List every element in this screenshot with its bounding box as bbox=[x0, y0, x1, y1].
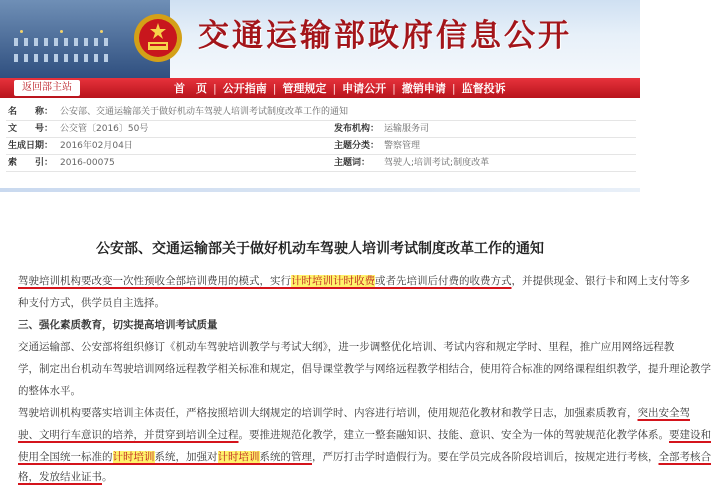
info-row-index bbox=[6, 155, 636, 172]
nav-separator: | bbox=[332, 82, 336, 95]
nav-separator: | bbox=[273, 82, 277, 95]
nav-apply[interactable]: 申请公开 bbox=[336, 80, 392, 96]
site-title: 交通运输部政府信息公开 bbox=[198, 14, 572, 58]
highlight-timed-training: 计时培训 bbox=[113, 451, 155, 463]
highlight-timed-training: 计时培训 bbox=[218, 451, 260, 463]
docno-label: 文 号： bbox=[8, 121, 53, 138]
text-run: 使用全国统一标准的 bbox=[18, 451, 113, 463]
info-row-date bbox=[6, 138, 636, 155]
text-run: ，严厉打击学时造假行为。要在学员完成各阶段培训后，按规定进行考核， bbox=[312, 451, 659, 463]
back-home-button[interactable]: 返回部主站 bbox=[14, 80, 80, 96]
nav-guide[interactable]: 公开指南 bbox=[217, 80, 273, 96]
class-value: 警察管理 bbox=[384, 138, 420, 155]
section-heading-3: 三、强化素质教育，切实提高培训考试质量 bbox=[18, 314, 628, 336]
nav-complaint[interactable]: 监督投诉 bbox=[456, 80, 512, 96]
header-banner bbox=[0, 0, 640, 78]
article-title: 公安部、交通运输部关于做好机动车驾驶人培训考试制度改革工作的通知 bbox=[0, 238, 640, 258]
issuer-label: 发布机构： bbox=[334, 121, 379, 138]
text-run: 要建设和 bbox=[669, 429, 711, 441]
paragraph-3-line-1 bbox=[18, 402, 628, 424]
text-run: 驾驶培训机构要落实培训主体责任，严格按照培训大纲规定的培训学时、内容进行培训，使用规范化教材和教学日志，加强素质教育， bbox=[18, 407, 638, 419]
paragraph-2-line-1: 交通运输部、公安部将组织修订《机动车驾驶培训教学与考试大纲》，进一步调整优化培训、考试内容和规定学时、里程，推广应用网络远程教 bbox=[18, 336, 628, 358]
date-label: 生成日期： bbox=[8, 138, 53, 155]
info-row-title bbox=[6, 104, 636, 121]
paragraph-1-line-1 bbox=[18, 270, 628, 292]
text-run: 突出安全驾 bbox=[638, 407, 691, 419]
paragraph-1-line-2 bbox=[18, 292, 628, 314]
docno-value: 公交管〔2016〕50号 bbox=[60, 121, 148, 138]
nav-home[interactable]: 首 页 bbox=[168, 80, 213, 96]
text-run: 种支付方式，供学员自主选择。 bbox=[18, 297, 165, 309]
highlight-timed-billing: 计时培训计时收费 bbox=[291, 275, 375, 287]
title-value: 公安部、交通运输部关于做好机动车驾驶人培训考试制度改革工作的通知 bbox=[60, 104, 348, 121]
info-divider bbox=[0, 188, 640, 192]
text-run: 全部考核合 bbox=[659, 451, 711, 463]
nav-separator: | bbox=[213, 82, 217, 95]
text-run: ，并提供现金、银行卡和网上支付等多 bbox=[512, 275, 691, 287]
title-label: 名 称： bbox=[8, 104, 53, 121]
paragraph-3-line-4 bbox=[18, 466, 628, 488]
nav-rules[interactable]: 管理规定 bbox=[276, 80, 332, 96]
nav-separator: | bbox=[452, 82, 456, 95]
national-emblem-icon bbox=[132, 12, 184, 64]
text-run: 系统，加强对 bbox=[155, 451, 218, 463]
paragraph-3-line-2 bbox=[18, 424, 628, 446]
keywords-label: 主题词： bbox=[334, 155, 370, 172]
keywords-value: 驾驶人;培训考试;制度改革 bbox=[384, 155, 489, 172]
index-value: 2016-00075 bbox=[60, 155, 115, 172]
nav-items bbox=[168, 78, 512, 98]
issuer-value: 运输服务司 bbox=[384, 121, 429, 138]
text-run: 系统的管理 bbox=[260, 451, 313, 463]
nav-separator: | bbox=[392, 82, 396, 95]
nav-withdraw[interactable]: 撤销申请 bbox=[396, 80, 452, 96]
text-run: 。要推进规范化教学，建立一整套融知识、技能、意识、安全为一体的驾驶规范化教学体系。 bbox=[239, 429, 670, 441]
text-run: 格，发放结业证书 bbox=[18, 471, 102, 483]
paragraph-3-line-3 bbox=[18, 446, 628, 468]
class-label: 主题分类： bbox=[334, 138, 379, 155]
text-run: 或者先培训后付费的收费方式 bbox=[375, 275, 512, 287]
text-run: 。 bbox=[102, 471, 113, 483]
index-label: 索 引： bbox=[8, 155, 53, 172]
document-info-table bbox=[6, 104, 636, 188]
date-value: 2016年02月04日 bbox=[60, 138, 133, 155]
main-nav bbox=[0, 78, 640, 98]
text-run: 驾驶培训机构要改变一次性预收全部培训费用的模式，实行 bbox=[18, 275, 291, 287]
info-row-docno bbox=[6, 121, 636, 138]
paragraph-2-line-3: 的整体水平。 bbox=[18, 380, 628, 402]
text-run: 驶、文明行车意识的培养，并贯穿到培训全过程 bbox=[18, 429, 239, 441]
paragraph-2-line-2: 学，制定出台机动车驾驶培训网络远程教学相关标准和规定，倡导课堂教学与网络远程教学相结合，使用符合标准的网络课程组织教学，提升理论教学 bbox=[18, 358, 628, 380]
